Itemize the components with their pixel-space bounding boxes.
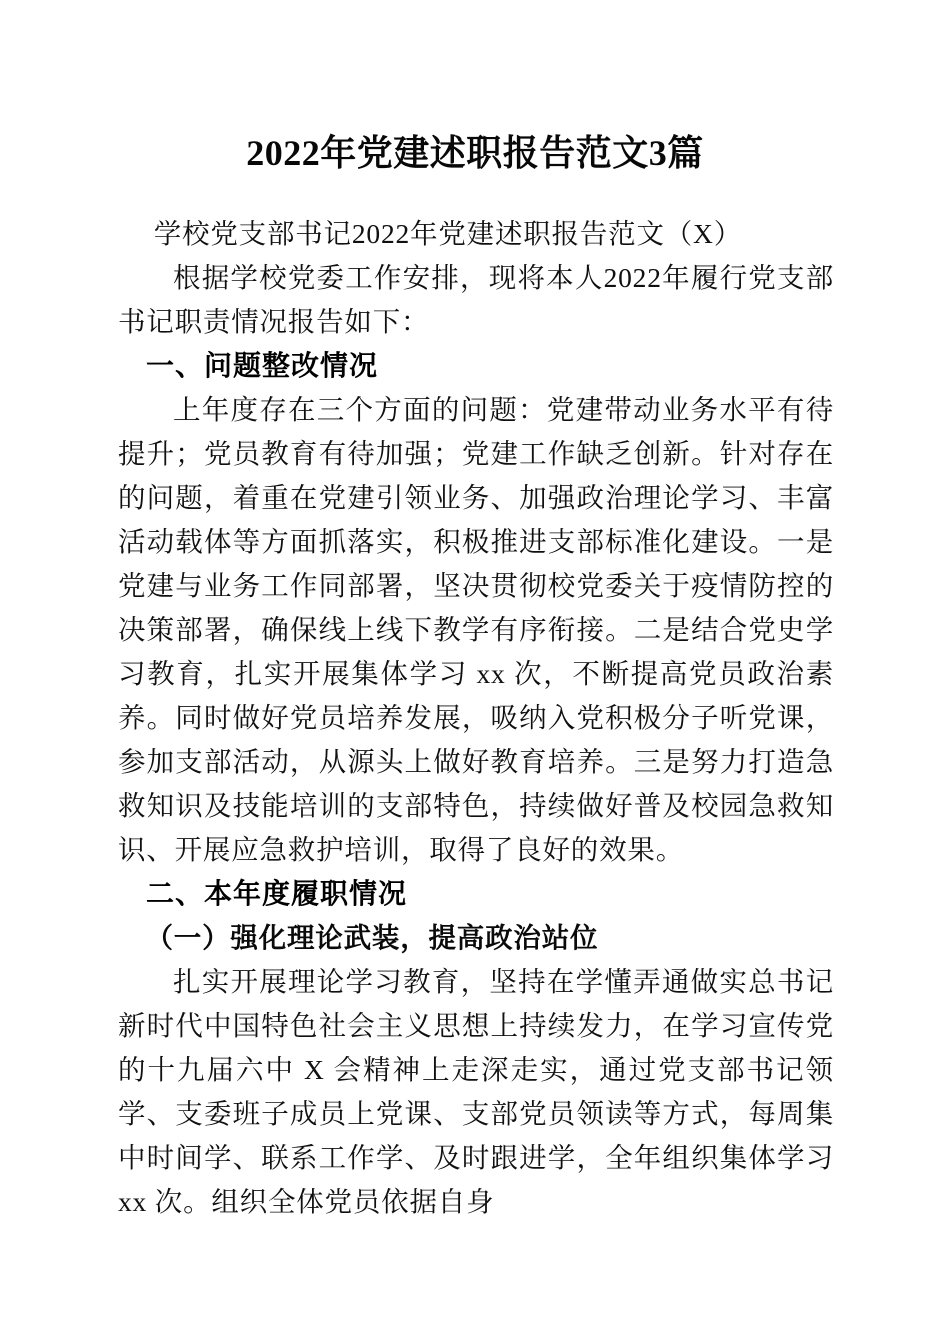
section-two-paragraph: 扎实开展理论学习教育，坚持在学懂弄通做实总书记新时代中国特色社会主义思想上持续发力，在学习宣传党的十九届六中 X 会精神上走深走实，通过党支部书记领学、支委班子成员上党课、支部党员领读等方式，每周集中时间学、联系工作学、及时跟进学，全年组织集体学习 xx 次。组织全体党员依据自身 (118, 966, 834, 1217)
document-subtitle-line: 学校党支部书记2022年党建述职报告范文（X） (153, 218, 743, 249)
section-heading-one: 一、问题整改情况 (146, 350, 379, 381)
document-body (118, 212, 834, 1224)
section-two-subheading: （一）强化理论武装，提高政治站位 (145, 922, 599, 953)
section-one-paragraph: 上年度存在三个方面的问题：党建带动业务水平有待提升；党员教育有待加强；党建工作缺乏创新。针对存在的问题，着重在党建引领业务、加强政治理论学习、丰富活动载体等方面抓落实，积极推进支部标准化建设。一是党建与业务工作同部署，坚决贯彻校党委关于疫情防控的决策部署，确保线上线下教学有序衔接。二是结合党史学习教育，扎实开展集体学习 xx 次，不断提高党员政治素养。同时做好党员培养发展，吸纳入党积极分子听党课，参加支部活动，从源头上做好教育培养。三是努力打造急救知识及技能培训的支部特色，持续做好普及校园急救知识、开展应急救护培训，取得了良好的效果。 (118, 394, 834, 865)
page-title: 2022年党建述职报告范文3篇 (246, 133, 704, 173)
section-heading-two: 二、本年度履职情况 (146, 878, 408, 909)
intro-paragraph: 根据学校党委工作安排，现将本人2022年履行党支部书记职责情况报告如下： (118, 262, 834, 337)
